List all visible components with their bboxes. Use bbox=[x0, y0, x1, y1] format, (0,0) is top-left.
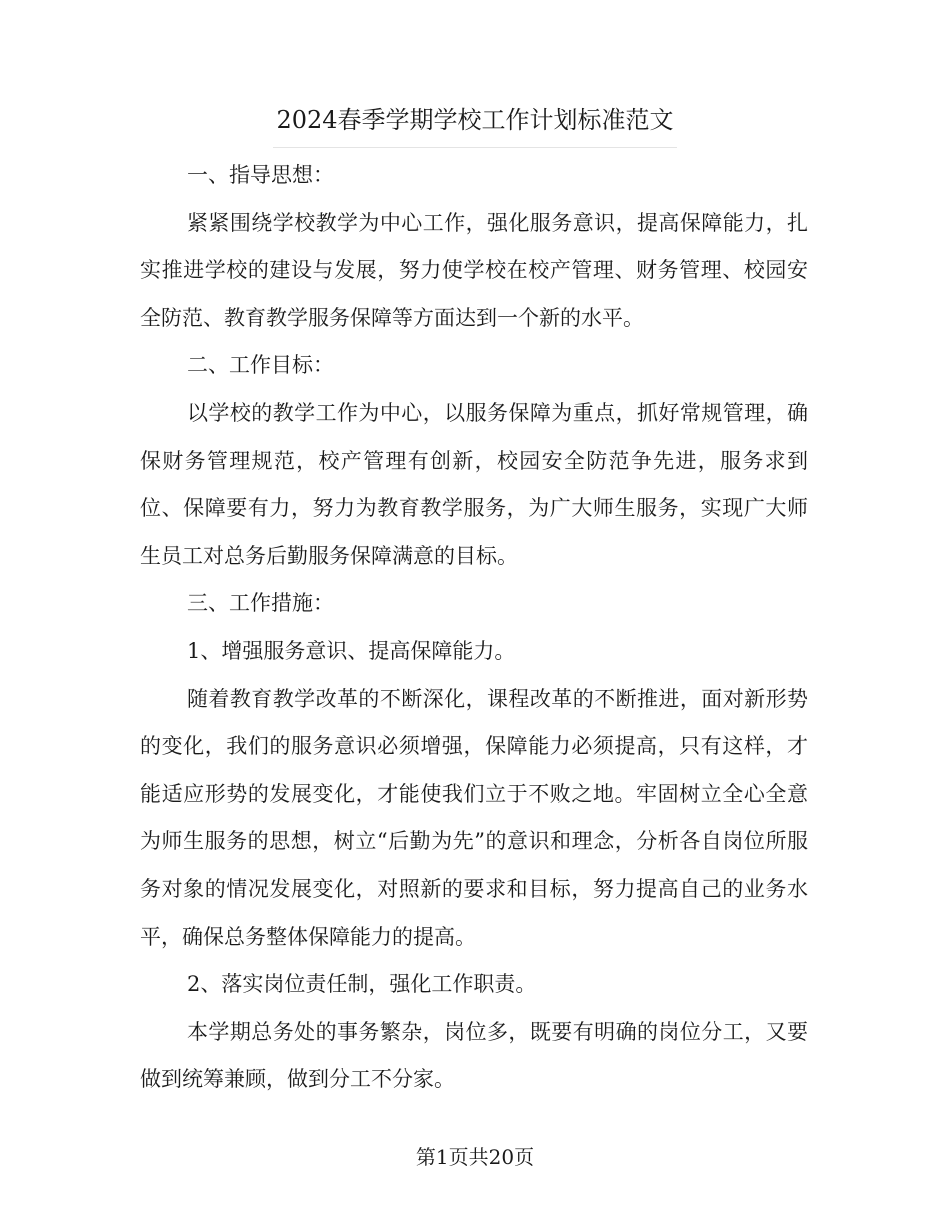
paragraph-measure-2: 本学期总务处的事务繁杂，岗位多，既要有明确的岗位分工，又要做到统筹兼顾，做到分工不分家。 bbox=[140, 1019, 808, 1092]
document-title: 2024春季学期学校工作计划标准范文 bbox=[276, 106, 674, 134]
section-heading-work-goals: 二、工作目标： bbox=[187, 353, 334, 378]
paragraph-work-goals: 以学校的教学工作为中心，以服务保障为重点，抓好常规管理，确保财务管理规范，校产管理有创新，校园安全防范争先进，服务求到位、保障要有力，努力为教育教学服务，为广大师生服务，实现广大师生员工对总务后勤服务保障满意的目标。 bbox=[140, 400, 808, 568]
subheading-measure-2: 2、落实岗位责任制，强化工作职责。 bbox=[187, 972, 537, 997]
section-heading-work-measures: 三、工作措施： bbox=[187, 591, 334, 616]
document-body bbox=[140, 152, 808, 1104]
subheading-measure-1: 1、增强服务意识、提高保障能力。 bbox=[187, 638, 516, 663]
paragraph-guiding-ideology: 紧紧围绕学校教学为中心工作，强化服务意识，提高保障能力，扎实推进学校的建设与发展，努力使学校在校产管理、财务管理、校园安全防范、教育教学服务保障等方面达到一个新的水平。 bbox=[140, 210, 808, 330]
paragraph-measure-1: 随着教育教学改革的不断深化，课程改革的不断推进，面对新形势的变化，我们的服务意识必须增强，保障能力必须提高，只有这样，才能适应形势的发展变化，才能使我们立于不败之地。牢固树立全心全意为师生服务的思想，树立“后勤为先”的意识和理念，分析各自岗位所服务对象的情况发展变化，对照新的要求和目标，努力提高自己的业务水平，确保总务整体保障能力的提高。 bbox=[140, 686, 808, 949]
page-number-footer: 第1页共20页 bbox=[415, 1145, 535, 1169]
title-underline bbox=[273, 147, 677, 148]
section-heading-guiding-ideology: 一、指导思想： bbox=[187, 163, 334, 187]
